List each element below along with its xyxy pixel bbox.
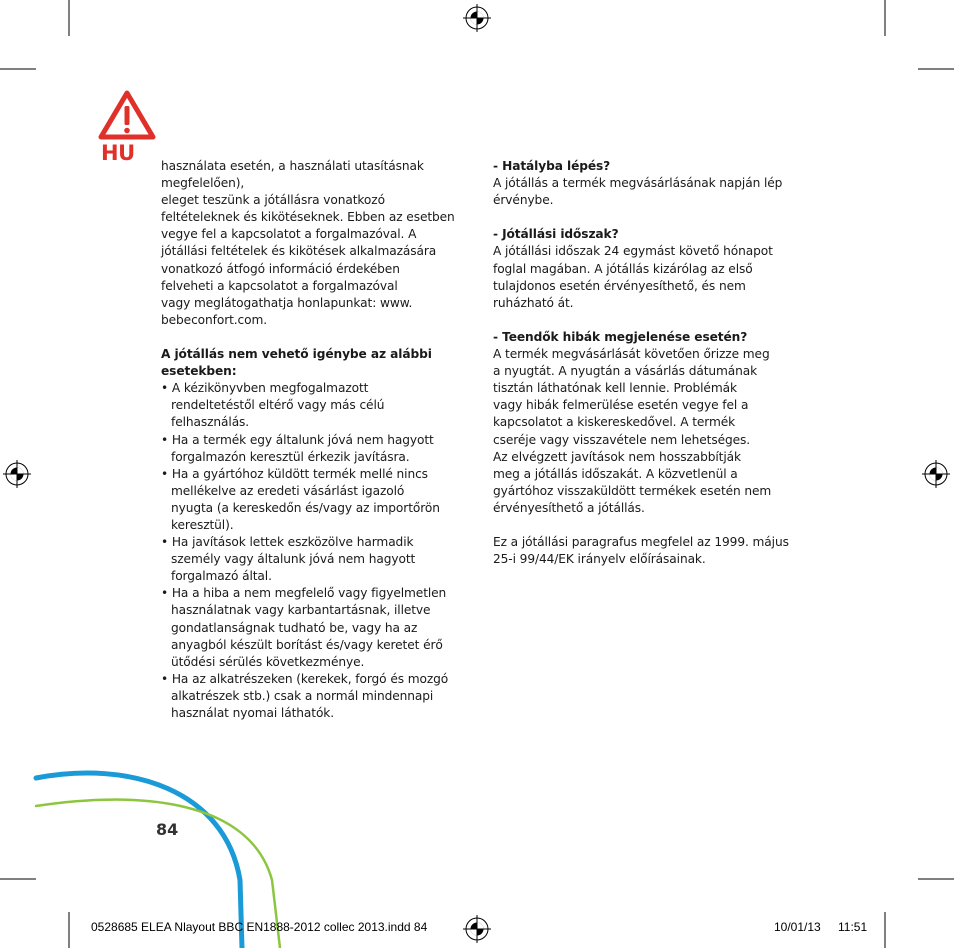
list-item (161, 671, 471, 722)
bullet-line: • Ha a hiba a nem megfelelő vagy figyelmetlen (161, 586, 447, 601)
text-line: cseréje vagy visszavétele nem lehetséges. (493, 432, 751, 447)
warning-triangle-icon (101, 93, 153, 137)
bullet-line: forgalmazó által. (171, 569, 272, 584)
text-line: használata esetén, a használati utasításnak (161, 159, 424, 173)
text-line: eleget teszünk a jótállásra vonatkozó (161, 193, 385, 208)
intro-paragraph (161, 158, 471, 329)
text-line: vagy hibák felmerülése esetén vegye fel a (493, 398, 749, 413)
slug-date: 10/01/13 (774, 920, 821, 934)
slug-time: 11:51 (838, 920, 868, 934)
text-line: foglal magában. A jótállás kizárólag az első (493, 261, 753, 276)
bullet-line: ütődési sérülés következménye. (171, 654, 365, 669)
page-number: 84 (156, 820, 179, 839)
text-line: jótállási feltételek és kikötések alkalmazására (161, 244, 437, 259)
bullet-line: anyagból készült borítást és/vagy keretet érő (171, 637, 443, 652)
bullet-line: forgalmazón keresztül érkezik javításra. (171, 449, 410, 464)
language-code: HU (101, 141, 135, 165)
left-column (161, 158, 471, 722)
section-heading: - Jótállási időszak? (493, 227, 619, 242)
bullet-line: használatnak vagy karbantartásnak, illetve (171, 603, 431, 618)
exclusions-list (161, 380, 471, 722)
text-line: A jótállás a termék megvásárlásának napján lép (493, 176, 783, 191)
text-line: A termék megvásárlását követően őrizze meg (493, 347, 770, 362)
list-item (161, 380, 471, 431)
section-heading: - Hatályba lépés? (493, 159, 611, 173)
text-line: feltételeknek és kikötéseknek. Ebben az esetben (161, 210, 455, 225)
section-defects (493, 329, 803, 517)
text-line: a nyugtát. A nyugtán a vásárlás dátumának (493, 364, 758, 379)
heading-line: A jótállás nem vehető igénybe az alábbi (161, 347, 432, 362)
text-line: meg a jótállás időszakát. A közvetlenül a (493, 466, 738, 481)
bullet-line: keresztül). (171, 517, 234, 532)
text-line: Ez a jótállási paragrafus megfelel az 1999. május (493, 535, 789, 550)
text-line: kapcsolatot a kiskereskedővel. A termék (493, 415, 736, 430)
bullet-line: nyugta (a kereskedőn és/vagy az importőrön (171, 500, 440, 515)
slug-filename: 0528685 ELEA Nlayout BBC EN1888-2012 collec 2013.indd 84 (91, 920, 428, 934)
bullet-line: • Ha az alkatrészeken (kerekek, forgó és mozgó (161, 671, 449, 686)
text-line: ruházható át. (493, 295, 574, 310)
text-line: tisztán láthatónak kell lennie. Problémák (493, 381, 737, 396)
list-item (161, 585, 471, 670)
text-line: érvényesíthető a jótállás. (493, 500, 645, 515)
registration-mark-icon (922, 460, 950, 488)
registration-mark-icon (463, 915, 491, 943)
bullet-line: alkatrészek stb.) csak a normál mindennapi (171, 688, 434, 703)
bullet-line: mellékelve az eredeti vásárlást igazoló (171, 483, 405, 498)
text-line: 25-i 99/44/EK irányelv előírásainak. (493, 552, 706, 567)
registration-mark-icon (3, 460, 31, 488)
bullet-line: felhasználás. (171, 415, 250, 430)
right-column (493, 158, 803, 568)
section-effective-date (493, 158, 803, 209)
text-line: megfelelően), (161, 176, 245, 191)
heading-line: esetekben: (161, 364, 237, 379)
bullet-line: • Ha javítások lettek eszközölve harmadik (161, 535, 414, 550)
text-line: érvénybe. (493, 193, 554, 208)
section-directive (493, 534, 803, 568)
list-item (161, 432, 471, 466)
bullet-line: • Ha a gyártóhoz küldött termék mellé nincs (161, 466, 428, 481)
text-line: tulajdonos esetén érvényesíthető, és nem (493, 278, 746, 293)
list-item (161, 466, 471, 534)
exclusions-heading (161, 346, 471, 380)
text-line: felveheti a kapcsolatot a forgalmazóval (161, 278, 398, 293)
bullet-line: használat nyomai láthatók. (171, 706, 335, 720)
bullet-line: gondatlanságnak tudható be, vagy ha az (171, 620, 418, 635)
bullet-line: • A kézikönyvben megfogalmazott (161, 381, 369, 396)
bullet-line: rendeltetéstől eltérő vagy más célú (171, 398, 385, 413)
text-line: vonatkozó átfogó információ érdekében (161, 261, 400, 276)
bullet-line: • Ha a termék egy általunk jóvá nem hagyott (161, 432, 434, 447)
text-line: vegye fel a kapcsolatot a forgalmazóval. A (161, 227, 417, 242)
list-item (161, 534, 471, 585)
text-line: bebeconfort.com. (161, 312, 268, 327)
text-line: Az elvégzett javítások nem hosszabbítják (493, 449, 741, 464)
text-line: A jótállási időszak 24 egymást követő hónapot (493, 244, 773, 259)
bullet-line: személy vagy általunk jóvá nem hagyott (171, 552, 416, 567)
text-line: gyártóhoz visszaküldött termékek esetén nem (493, 483, 772, 498)
text-line: vagy meglátogathatja honlapunkat: www. (161, 295, 413, 310)
registration-mark-icon (463, 4, 491, 32)
section-heading: - Teendők hibák megjelenése esetén? (493, 329, 748, 344)
section-warranty-period (493, 226, 803, 311)
